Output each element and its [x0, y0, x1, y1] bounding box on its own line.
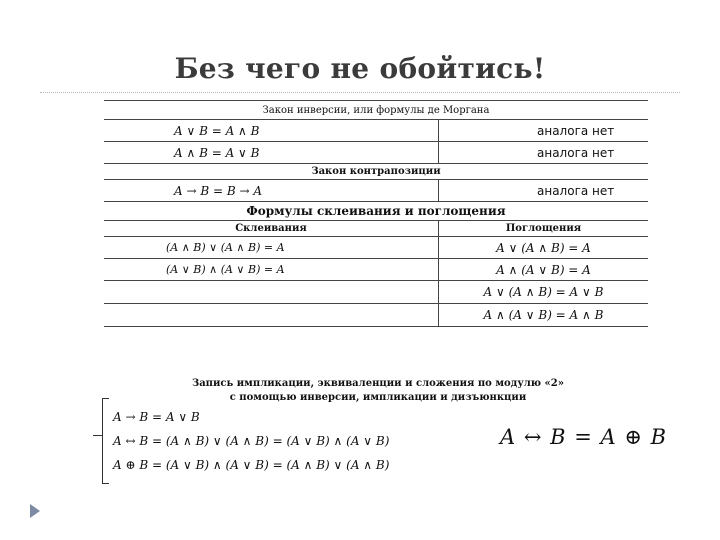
laws-table — [104, 100, 648, 327]
gluing-formula-4 — [104, 304, 439, 327]
implication-header-line-1: Запись импликации, эквиваленции и сложения по модулю «2» — [191, 378, 564, 389]
table-row — [104, 259, 648, 281]
title-divider — [40, 92, 680, 93]
inversion-header-row — [104, 101, 648, 120]
table-row — [104, 304, 648, 327]
analog-note: аналога нет — [439, 180, 649, 202]
absorption-formula-2: A ∧ (A ∨ B) = A — [439, 259, 649, 281]
implication-header-line-2: с помощью инверсии, импликации и дизъюнкции — [229, 392, 527, 403]
gluing-formula-2: (A ∨ B) ∧ (A ∨ B) = A — [104, 259, 439, 281]
table-row — [104, 237, 648, 259]
system-bracket — [102, 398, 109, 484]
gluing-formula-3 — [104, 281, 439, 304]
analog-note: аналога нет — [439, 120, 649, 142]
de-morgan-formula-2: A ∧ B = A ∨ B — [104, 142, 439, 164]
table-row — [104, 120, 648, 142]
gluing-col-left: Склеивания — [104, 221, 439, 237]
equivalence-formula: A ↔ B = (A ∧ B) ∨ (A ∧ B) = (A ∨ B) ∧ (A ∨ B) — [113, 434, 390, 448]
table-row — [104, 142, 648, 164]
slide-title: Без чего не обойтись! — [174, 52, 546, 85]
gluing-header-row — [104, 202, 648, 221]
contraposition-header-row — [104, 164, 648, 180]
contraposition-header: Закон контрапозиции — [104, 164, 648, 180]
gluing-formula-1: (A ∧ B) ∨ (A ∧ B) = A — [104, 237, 439, 259]
gluing-header: Формулы склеивания и поглощения — [104, 202, 648, 221]
absorption-formula-4: A ∧ (A ∨ B) = A ∧ B — [439, 304, 649, 327]
table-row — [104, 281, 648, 304]
inversion-header: Закон инверсии, или формулы де Моргана — [104, 101, 648, 120]
analog-note: аналога нет — [439, 142, 649, 164]
implication-header — [108, 377, 648, 405]
gluing-subheader-row — [104, 221, 648, 237]
gluing-col-right: Поглощения — [439, 221, 649, 237]
equivalence-xor-formula: A ↔ B = A ⊕ B — [500, 425, 668, 449]
table-row — [104, 180, 648, 202]
xor-formula: A ⊕ B = (A ∨ B) ∧ (A ∨ B) = (A ∧ B) ∨ (A ∧ B) — [113, 458, 390, 472]
bullet-arrow-icon — [30, 504, 40, 518]
implication-formula: A → B = A ∨ B — [113, 410, 200, 424]
absorption-formula-1: A ∨ (A ∧ B) = A — [439, 237, 649, 259]
bracket-tick — [93, 435, 102, 436]
absorption-formula-3: A ∨ (A ∧ B) = A ∨ B — [439, 281, 649, 304]
de-morgan-formula-1: A ∨ B = A ∧ B — [104, 120, 439, 142]
contraposition-formula: A → B = B → A — [104, 180, 439, 202]
